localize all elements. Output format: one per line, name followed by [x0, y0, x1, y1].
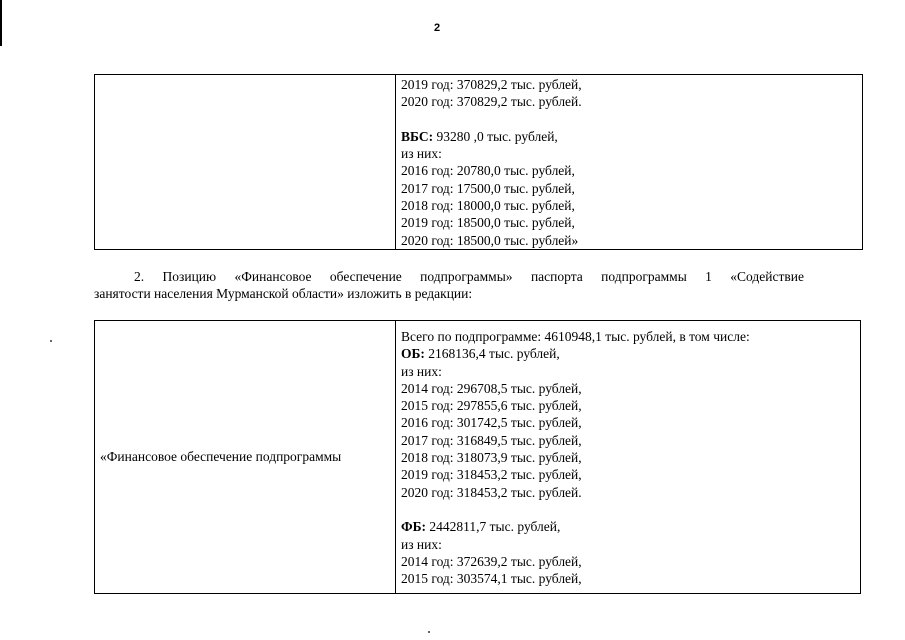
- year-line: 2020 год: 18500,0 тыс. рублей»: [401, 232, 579, 248]
- scan-speck: [428, 631, 430, 633]
- fb-label: ФБ:: [401, 519, 427, 535]
- year-line: 2017 год: 17500,0 тыс. рублей,: [401, 180, 575, 196]
- of-them-label: из них:: [401, 363, 442, 379]
- fb-value: 2442811,7 тыс. рублей,: [426, 519, 561, 535]
- year-line: 2019 год: 318453,2 тыс. рублей,: [401, 467, 582, 483]
- year-line: 2018 год: 18000,0 тыс. рублей,: [401, 198, 575, 214]
- year-line: 2015 год: 303574,1 тыс. рублей,: [401, 571, 582, 587]
- of-them-label: из них:: [401, 146, 442, 162]
- page-number: 2: [433, 22, 441, 34]
- ob-label: ОБ:: [401, 346, 425, 362]
- year-line: 2014 год: 372639,2 тыс. рублей,: [401, 553, 582, 569]
- spacer: [396, 111, 862, 128]
- year-line: 2014 год: 296708,5 тыс. рублей,: [401, 380, 582, 396]
- paragraph-line-1: 2. Позицию «Финансовое обеспечение подпрограммы» паспорта подпрограммы 1 «Содействие: [134, 269, 804, 284]
- table-left-cell: [95, 75, 396, 250]
- total-line: Всего по подпрограмме: 4610948,1 тыс. рублей, в том числе:: [401, 329, 750, 344]
- funding-table-continued: [94, 74, 863, 250]
- spacer: [396, 501, 860, 518]
- year-line: 2019 год: 18500,0 тыс. рублей,: [401, 215, 575, 231]
- of-them-label: из них:: [401, 536, 442, 552]
- left-margin-rule: [0, 0, 2, 46]
- year-line: 2015 год: 297855,6 тыс. рублей,: [401, 398, 582, 414]
- funding-table: [94, 320, 861, 594]
- ob-value: 2168136,4 тыс. рублей,: [424, 346, 560, 362]
- year-line: 2020 год: 370829,2 тыс. рублей.: [401, 94, 582, 110]
- position-label: «Финансовое обеспечение подпрограммы: [100, 449, 342, 465]
- scan-speck: [50, 340, 52, 342]
- year-line: 2019 год: 370829,2 тыс. рублей,: [401, 77, 582, 92]
- year-line: 2020 год: 318453,2 тыс. рублей.: [401, 484, 582, 500]
- year-line: 2017 год: 316849,5 тыс. рублей,: [401, 432, 582, 448]
- year-line: 2018 год: 318073,9 тыс. рублей,: [401, 450, 582, 466]
- year-line: 2016 год: 301742,5 тыс. рублей,: [401, 415, 582, 431]
- year-line: 2016 год: 20780,0 тыс. рублей,: [401, 163, 575, 179]
- ob-total-line: [396, 345, 860, 362]
- paragraph-line-2: занятости населения Мурманской области» изложить в редакции:: [94, 286, 473, 301]
- vbs-value: 93280 ,0 тыс. рублей,: [433, 128, 558, 144]
- vbs-label: ВБС:: [401, 128, 434, 144]
- vbs-total-line: [396, 128, 862, 145]
- table-right-cell: [396, 321, 861, 594]
- table-left-cell: [95, 321, 396, 594]
- table-right-cell: [396, 75, 863, 250]
- fb-total-line: [396, 518, 860, 535]
